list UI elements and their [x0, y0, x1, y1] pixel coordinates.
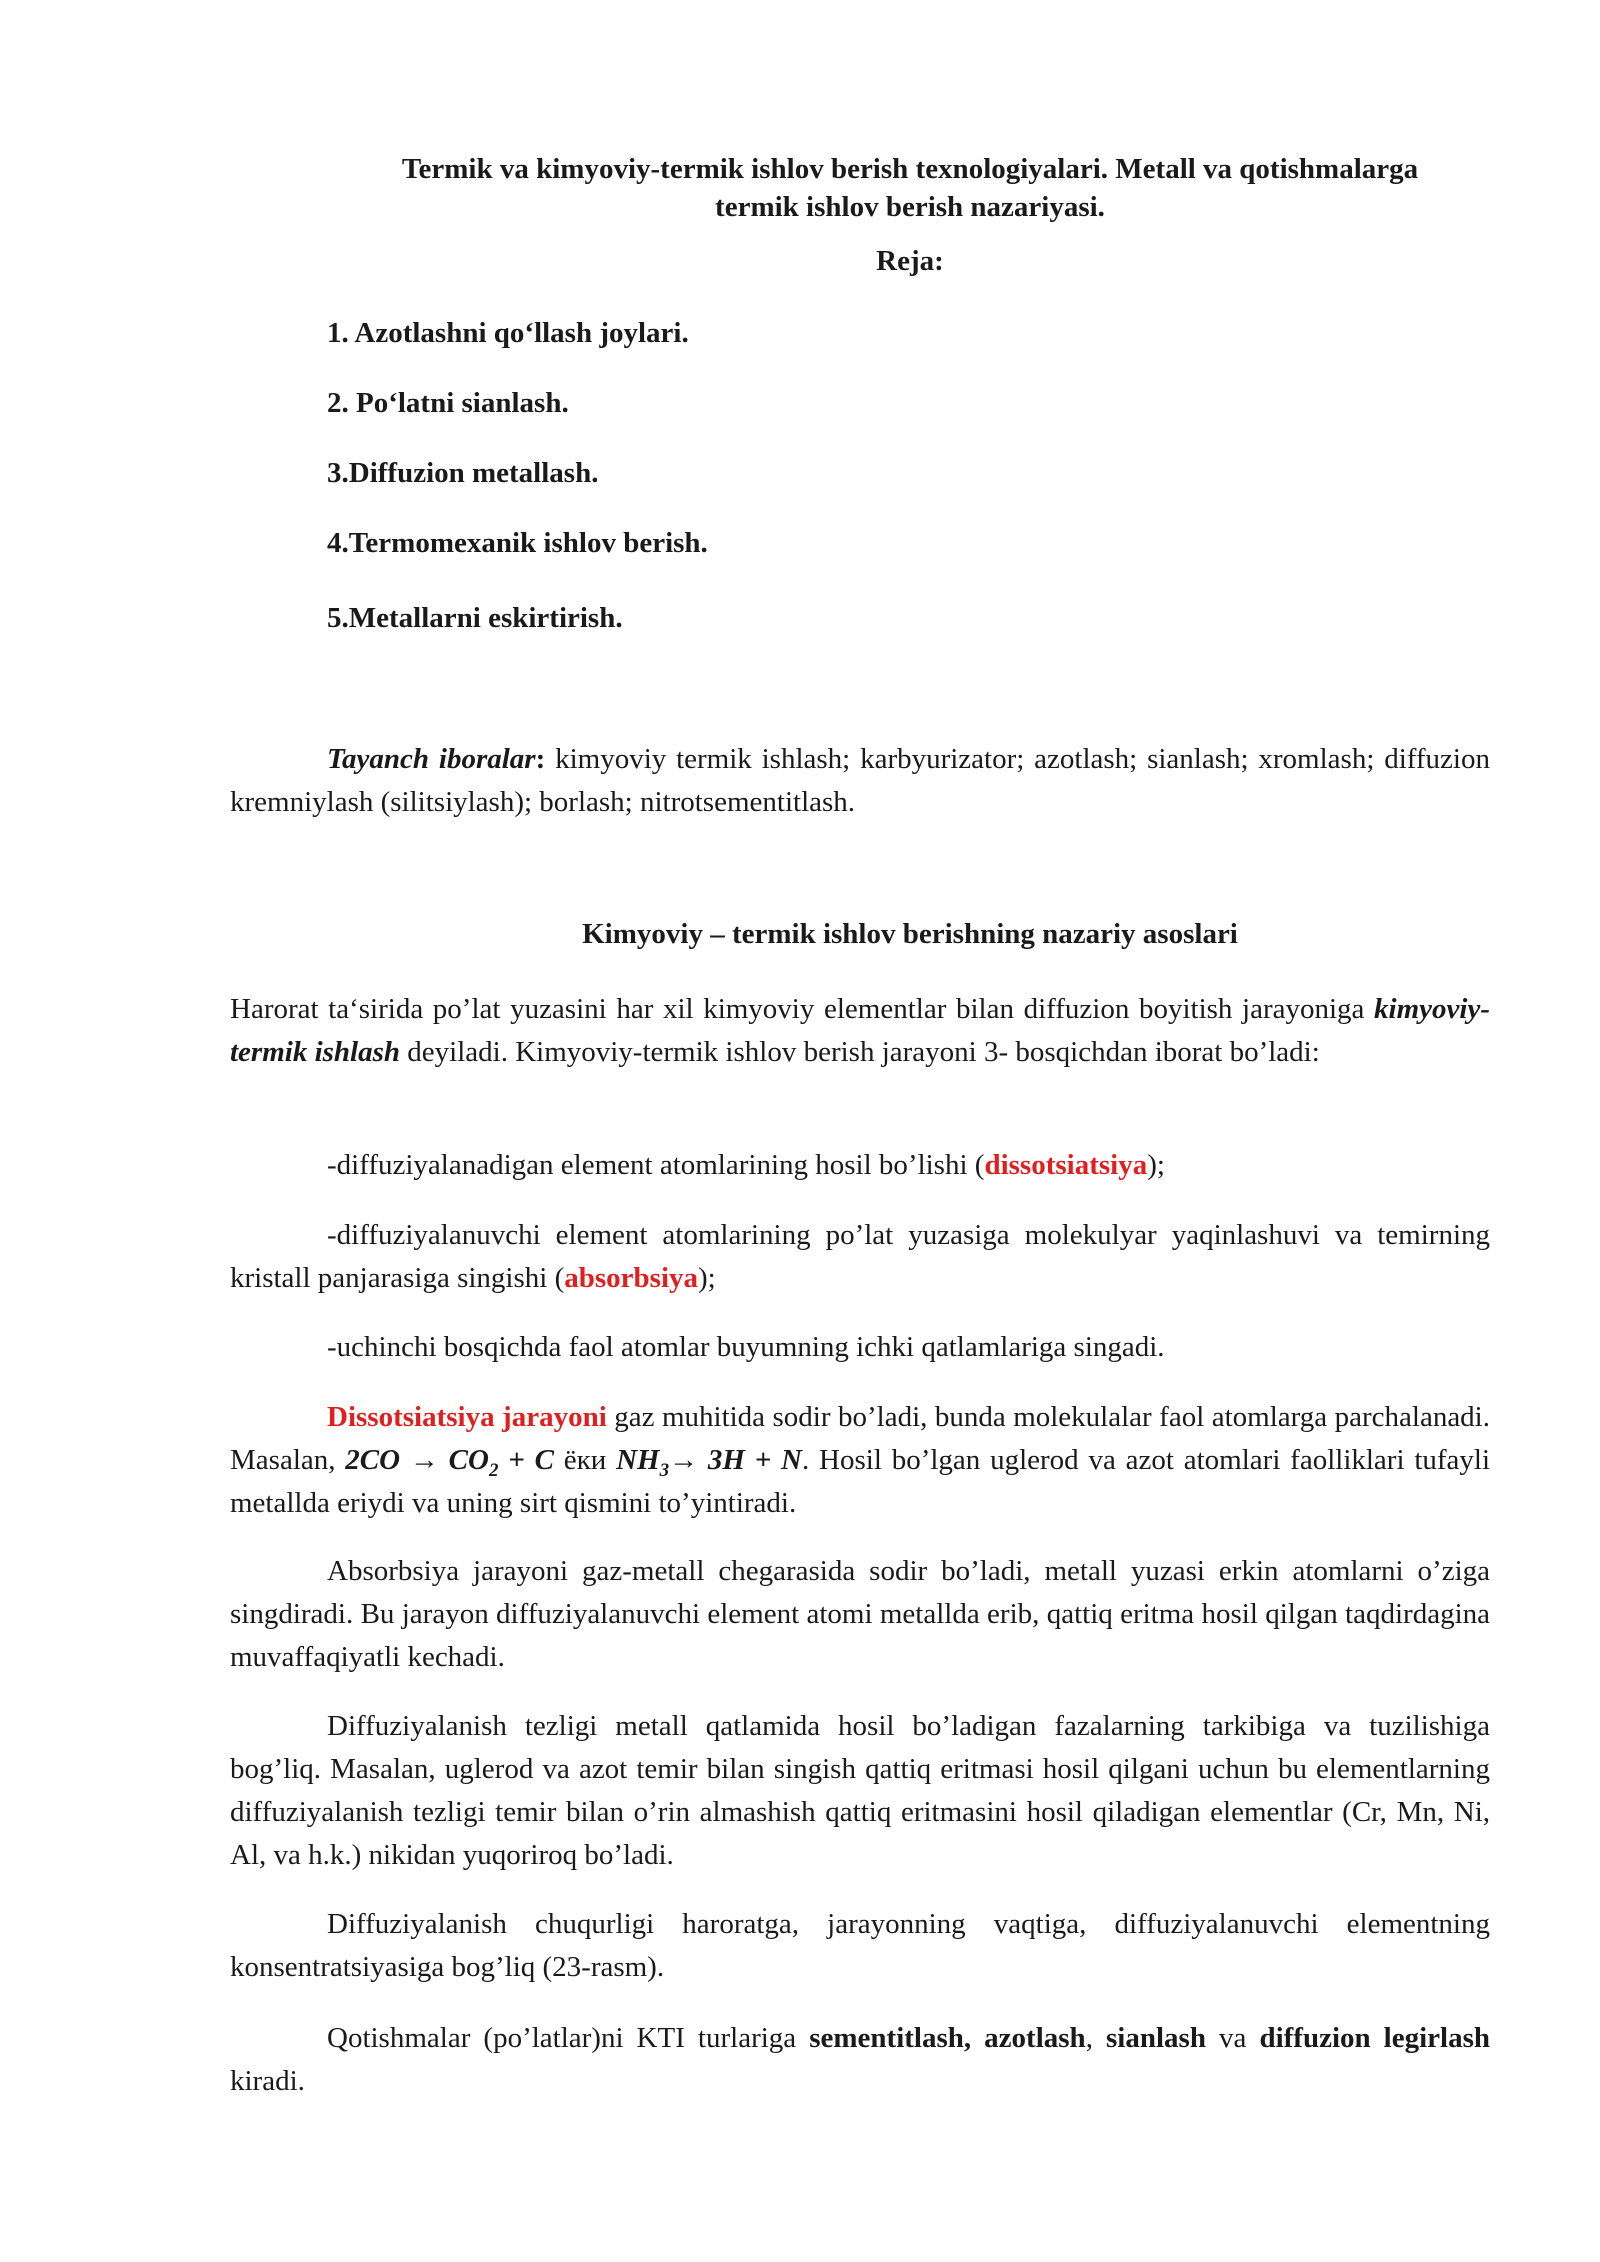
plan-item: 4.Termomexanik ishlov berish.	[327, 527, 708, 559]
kti-and: va	[1205, 2022, 1260, 2054]
title-line-2: termik ishlov berish nazariyasi.	[715, 191, 1105, 223]
intro-paragraph	[230, 988, 1490, 1074]
step-1	[230, 1144, 1490, 1187]
kti-sep: ,	[1085, 2022, 1106, 2054]
formula-3hn: → 3H + N	[669, 1444, 802, 1476]
intro-text-end: deyiladi. Kimyoviy-termik ishlov berish jarayoni 3- bosqichdan iborat bo’ladi:	[400, 1036, 1320, 1068]
plan-item: 1. Azotlashni qo‘llash joylari.	[327, 317, 689, 349]
document-title	[330, 150, 1490, 226]
formula-sub: 2	[488, 1459, 499, 1481]
diffusion-speed-paragraph: Diffuziyalanish tezligi metall qatlamida hosil bo’ladigan fazalarning tarkibiga va tuzilishiga bog’liq. Masalan, uglerod va azot temir bilan singish qattiq eritmasi hosil qilgani uchun bu elementlarning diffuziyalanish tezligi temir bilan o’rin almashish qattiq eritmasini hosil qiladigan elementlar (Cr, Mn, Ni, Al, va h.k.) nikidan yuqoriroq bo’ladi.	[230, 1710, 1490, 1871]
keywords-colon: :	[535, 743, 546, 775]
plan-item: 5.Metallarni eskirtirish.	[327, 602, 623, 634]
formula-c: + C	[498, 1444, 554, 1476]
formula-co: 2CO → CO	[345, 1444, 489, 1476]
plan-heading: Reja:	[876, 245, 944, 277]
step-1-text: -diffuziyalanadigan element atomlarining hosil bo’lishi (	[327, 1149, 985, 1181]
kti-bold-2: sianlash	[1106, 2022, 1206, 2054]
formula-nh: NH	[616, 1444, 660, 1476]
keywords-text: kimyoviy termik ishlash; karbyurizator; azotlash; sianlash; xromlash; diffuzion kremniylash (silitsiylash); borlash; nitrotsementitlash.	[230, 743, 1490, 818]
kti-text: Qotishmalar (po’latlar)ni KTI turlariga	[327, 2022, 810, 2054]
plan-item: 2. Po‘latni sianlash.	[327, 387, 569, 419]
section-title: Kimyoviy – termik ishlov berishning nazariy asoslari	[582, 918, 1238, 950]
diss-text-end: . Hosil bo’lgan uglerod va azot atomlari faolliklari tufayli metallda eriydi va uning sirt qismini to’yintiradi.	[230, 1444, 1491, 1519]
kti-end: kiradi.	[230, 2065, 305, 2097]
step-3: -uchinchi bosqichda faol atomlar buyumning ichki qatlamlariga singadi.	[327, 1331, 1165, 1363]
keywords-paragraph	[230, 738, 1490, 824]
highlight-absorbsiya: absorbsiya	[564, 1262, 699, 1294]
kti-types-paragraph	[230, 2017, 1490, 2103]
dissotsiatsiya-paragraph	[230, 1396, 1490, 1525]
formula-sub: 3	[659, 1459, 670, 1481]
step-2-text: -diffuziyalanuvchi element atomlarining po’lat yuzasiga molekulyar yaqinlashuvi va temirning kristall panjarasiga singishi (	[230, 1219, 1490, 1294]
kti-bold-3: diffuzion legirlash	[1259, 2022, 1491, 2054]
highlight-dissotsiatsiya: dissotsiatsiya	[984, 1149, 1148, 1181]
diffusion-depth-paragraph: Diffuziyalanish chuqurligi haroratga, jarayonning vaqtiga, diffuziyalanuvchi elementning konsentratsiyasiga bog’liq (23-rasm).	[230, 1908, 1490, 1983]
absorbsiya-paragraph: Absorbsiya jarayoni gaz-metall chegarasida sodir bo’ladi, metall yuzasi erkin atomlarni o’ziga singdiradi. Bu jarayon diffuziyalanuvchi element atomi metallda erib, qattiq eritma hosil qilgan taqdirdagina muvaffaqiyatli kechadi.	[230, 1555, 1490, 1673]
kti-bold-1: sementitlash, azotlash	[809, 2022, 1086, 2054]
diss-text: gaz muhitida sodir bo’ladi, bunda molekulalar faol atomlarga parchalanadi. Masalan,	[230, 1401, 1490, 1476]
step-2	[230, 1214, 1490, 1300]
step-1-end: );	[1147, 1149, 1165, 1181]
keywords-label: Tayanch iboralar	[327, 743, 536, 775]
step-2-end: );	[698, 1262, 716, 1294]
intro-text: Harorat ta‘sirida po’lat yuzasini har xil kimyoviy elementlar bilan diffuzion boyitish jarayoniga	[230, 993, 1375, 1025]
highlight-dissotsiatsiya-jarayoni: Dissotsiatsiya jarayoni	[327, 1401, 607, 1433]
formula-or: ёки	[553, 1444, 617, 1476]
plan-item: 3.Diffuzion metallash.	[327, 457, 599, 489]
title-line-1: Termik va kimyoviy-termik ishlov berish texnologiyalari. Metall va qotishmalarga	[401, 153, 1419, 185]
term-kimyoviy-termik: kimyoviy-termik ishlash	[230, 993, 1490, 1068]
